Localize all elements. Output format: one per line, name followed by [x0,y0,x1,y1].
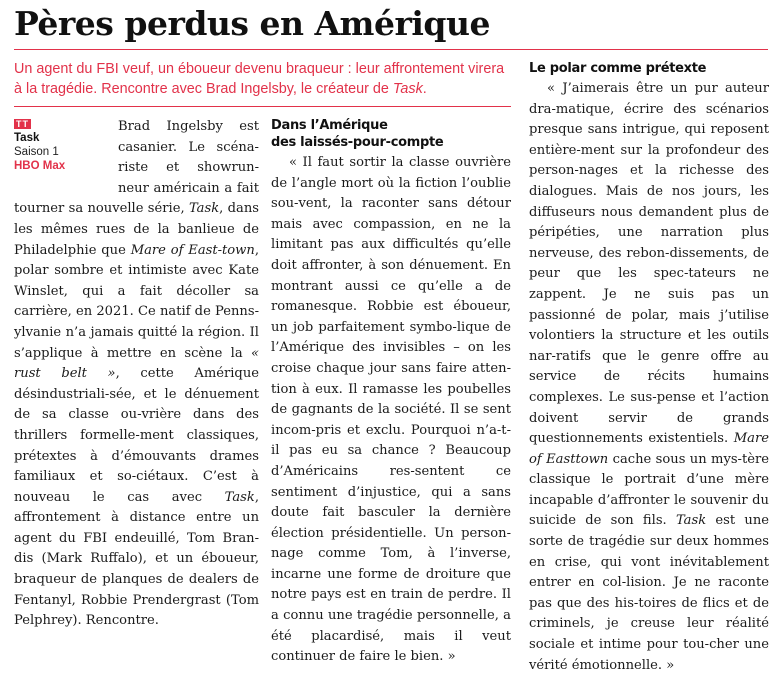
title-rule [14,49,768,50]
standfirst-rule [14,106,511,107]
show-infobox [14,117,118,199]
standfirst-show-title: Task [392,81,423,97]
quote-paragraph [529,79,769,676]
subhead-line: des laissés-pour-compte [271,135,444,150]
text: cache sous un mys-tère classique le portrait d’une mère incapable d’affronter le souvenir du suicide de son fils. [529,451,769,529]
subhead-polar-pretexte: Le polar comme prétexte [529,61,707,76]
show-title: Mare of East-town [130,242,255,258]
infobox-channel: HBO Max [14,160,66,172]
article-title: Pères perdus en Amérique [14,4,490,43]
text: , affrontement à distance entre un agent du FBI endeuillé, Tom Bran-dis (Mark Ruffalo), et un éboueur, braqueur de planques de dealers de Fentanyl, Robbie Prendergrast (Tom Pelphrey). Rencontre. [14,489,259,629]
standfirst [14,59,514,99]
infobox-season: Saison 1 [14,146,59,158]
text: est une sorte de tragédie sur deux hommes en crise, qui vont inévitablement entrer en col-lision. Je ne raconte pas que des his-toires de flics et de criminels, je creuse leur réalité sociale et intime pour tou-cher une vérité émotionnelle. » [529,513,770,673]
column-2 [271,117,511,668]
standfirst-end: . [422,81,427,97]
column-1 [14,117,259,632]
subhead-laisses-pour-compte [271,117,511,151]
text: Brad Ingelsby est casanier. Le scéna-riste et showrun-neur américain a fait tourner sa nouvelle série, [14,119,259,217]
text: , polar sombre et intimiste avec Kate Winslet, qui a fait décoller sa carrière, en 2021. Ce natif de Penns-ylvanie n’a jamais quitté la région. Il s’applique à mettre en scène la [14,242,259,361]
show-title: Task [675,513,707,529]
column-3 [529,60,769,676]
text: , cette Amérique désindustriali-sée, et le dénuement de sa classe ou-vrière dans des thrillers formelle-ment classiques, prétextes à d’émouvants drames familiaux et so-ciétaux. C’est à nouveau le cas avec [14,366,259,505]
text: , dans les mêmes rues de la banlieue de Philadelphie que [14,201,259,258]
show-title: Task [188,201,220,217]
infobox-show-title: Task [14,132,40,144]
standfirst-text: Un agent du FBI veuf, un éboueur devenu braqueur : leur affrontement virera à la tragédie. Rencontre avec Brad Ingelsby, le créateur de [14,61,505,97]
subhead-line: Dans l’Amérique [271,118,388,133]
quote-paragraph: « Il faut sortir la classe ouvrière de l’angle mort où la fiction l’oublie sou-vent, la raconter sans détour mais avec compassion, en ne la limitant pas aux difficultés qu’elle doit affronter, à son dénuement. En montrant aussi ce qu’elle a de romanesque. Robbie est éboueur, un job parfaitement symbo-lique de l’Amérique des invisibles – on les croise chaque jour sans faire atten-tion à eux. Il ramasse les poubelles de gagnants de la société. Il se sent incom-pris et exclu. Pourquoi n’a-t-il pas eu sa chance ? Beaucoup d’Américains res-sentent ce sentiment d’injustice, qui a sans doute fait basculer la dernière élection présidentielle. Un person-nage comme Tom, à l’inverse, incarne une forme de droiture que notre pays est en train de perdre. Il a connu une tragédie personnelle, a été placardisé, mais il veut continuer de faire le bien. » [271,155,511,665]
show-title: Mare of Easttown [529,431,769,467]
show-title: Task [224,489,255,505]
telerama-tt-logo-icon: TT [16,119,29,129]
text: « J’aimerais être un pur auteur dra-matique, écrire des scénarios presque sans intrigue, qui reposent entière-ment sur la profondeur des person-nages et la richesse des dialogues. Mais de nos jours, les diffuseurs nous demandent plus de péripéties, une narration plus nerveuse, des rebon-dissements, de peur que les spec-tateurs ne zappent. Je ne suis pas un passionné de polar, mais j’utilise volontiers la structure et les outils nar-ratifs que le genre offre au service de récits humains complexes. Le sus-pense et l’action doivent servir de grands questionnements existentiels. [529,81,769,447]
quoted-term: « rust belt » [14,345,259,382]
